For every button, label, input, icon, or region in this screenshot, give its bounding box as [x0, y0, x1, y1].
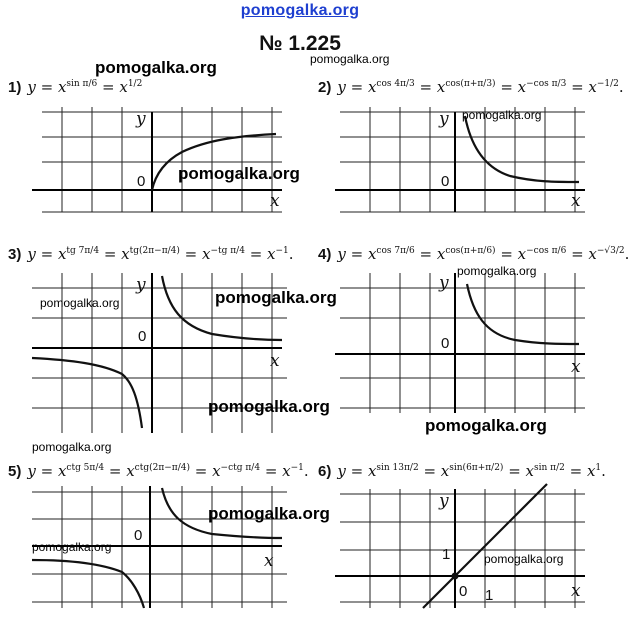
origin-label: 0	[134, 527, 143, 544]
curve	[467, 284, 579, 344]
y-label: y	[439, 273, 449, 293]
y-label: y	[136, 275, 146, 295]
curve-negative	[32, 560, 144, 608]
watermark: pomogalka.org	[178, 164, 300, 183]
formula-6: 6) $y = x^{sin 13\pi/2} = x^{sin(6\pi+\pi/2)} = x^{sin \pi/2} = x^1$.	[318, 462, 606, 480]
site-header[interactable]: pomogalka.org	[240, 2, 360, 19]
watermark: pomogalka.org	[457, 264, 537, 278]
one-y-label: 1	[442, 546, 451, 563]
watermark: pomogalka.org	[484, 552, 564, 566]
formula-3: 3) $y = x^{tg 7\pi/4} = x^{tg(2\pi-\pi/4)} = x^{-tg \pi/4} = x^{-1}$.	[8, 245, 294, 263]
curve-negative	[32, 358, 142, 428]
watermark: pomogalka.org	[32, 540, 112, 554]
watermark: pomogalka.org	[208, 397, 330, 416]
watermark: pomogalka.org	[208, 504, 330, 523]
y-label: y	[439, 109, 449, 129]
origin-label: 0	[459, 583, 468, 600]
watermark: pomogalka.org	[462, 108, 542, 122]
origin-label: 0	[138, 328, 147, 345]
grid	[42, 107, 282, 212]
problem-number: № 1.225	[259, 32, 341, 55]
graph-6	[335, 484, 593, 612]
y-label: y	[439, 491, 449, 511]
formula-5: 5) $y = x^{ctg 5\pi/4} = x^{ctg(2\pi-\pi/4)} = x^{-ctg \pi/4} = x^{-1}$.	[8, 462, 309, 480]
origin-point	[452, 573, 459, 580]
graph-1	[32, 102, 290, 214]
x-label: x	[270, 351, 280, 371]
watermark: pomogalka.org	[215, 288, 337, 307]
watermark: pomogalka.org	[95, 58, 217, 77]
one-x-label: 1	[485, 587, 494, 604]
watermark: pomogalka.org	[425, 416, 547, 435]
formula-4: 4) $y = x^{cos 7\pi/6} = x^{cos(\pi+\pi/6)} = x^{-cos \pi/6} = x^{-√3/2}$.	[318, 245, 629, 263]
formula-2: 2) $y = x^{cos 4\pi/3} = x^{cos(\pi+\pi/3)} = x^{-cos \pi/3} = x^{-1/2}$.	[318, 78, 624, 96]
y-label: y	[136, 109, 146, 129]
x-label: x	[571, 581, 581, 601]
grid	[340, 107, 585, 212]
x-label: x	[270, 191, 280, 211]
graph-4	[335, 268, 593, 416]
x-label: x	[571, 357, 581, 377]
formula-1: 1) $y = x^{sin \pi/6} = x^{1/2}$	[8, 78, 143, 96]
watermark: pomogalka.org	[40, 296, 120, 310]
origin-label: 0	[137, 173, 146, 190]
x-label: x	[571, 191, 581, 211]
origin-label: 0	[441, 173, 450, 190]
watermark: pomogalka.org	[32, 440, 112, 454]
origin-label: 0	[441, 335, 450, 352]
x-label: x	[264, 551, 274, 571]
curve-positive	[162, 276, 282, 340]
watermark: pomogalka.org	[310, 52, 390, 66]
curve	[465, 116, 579, 182]
